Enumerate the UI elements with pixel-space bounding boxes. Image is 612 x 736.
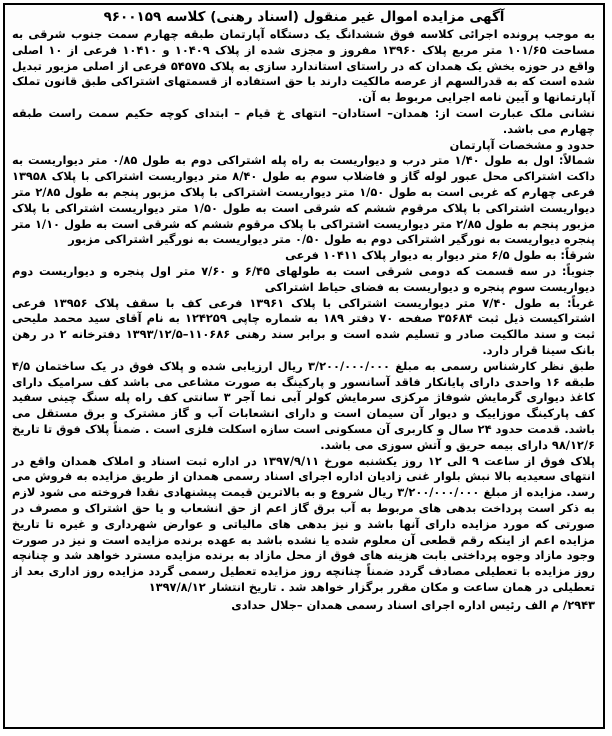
north-boundary: شمالاً: اول به طول ۱/۴۰ متر درب و دیواریست به راه پله اشتراکی دوم به طول ۰/۸۵ متر دیواریست به داکت اشتراکی محل عبور لوله گاز و فاضلاب سوم به طول ۸/۴۰ متر دیواریست اشتراکی با پلاک ۱۳۹۵۸ فرعی چهارم که غربی است به طول ۱/۵۰ متر دیواریست اشتراکی با پلاک مزبور پنجم به طول ۲/۸۵ متر دیواریست اشتراکی با پلاک مرقوم ششم که شرقی است به طول ۱/۵۰ متر دیواریست اشتراکی با پلاک مزبور پنجم به طول ۲/۸۵ متر دیواریست اشتراکی با پلاک مرقوم ششم که شرقی است به طول ۱/۱۰ متر پنجره دیواریست به نورگیر اشتراکی دوم به طول ۰/۵۰ متر دیواریست به نورگیر اشتراکی مزبور	[12, 153, 595, 247]
east-boundary: شرقاً: به طول ۶/۵ متر دیوار به دیوار پلاک ۱۰۴۱۱ فرعی	[285, 248, 595, 263]
notice-title: آگهی مزایده اموال غیر منقول (اسناد رهنی) کلاسه ۹۶۰۰۱۵۹	[103, 9, 505, 25]
auction-notice	[3, 3, 605, 729]
auction-paragraph: پلاک فوق از ساعت ۹ الی ۱۲ روز یکشنبه مورخ ۱۳۹۷/۹/۱۱ در اداره ثبت اسناد و املاک همدان واقع در انتهای سعیدیه بالا نبش بلوار غنی زادیان اداره اجرای اسناد رسمی همدان از طریق مزایده به فروش می رسد. مزایده از مبلغ ۳/۲۰۰/۰۰۰/۰۰۰ ریال شروع و به بالاترین قیمت پیشنهادی نقدا فروخته می شود لازم به ذکر است پرداخت بدهی های مربوط به آب برق گاز اعم از حق انشعاب و یا حق اشتراک و مصرف در صورتی که مورد مزایده دارای آنها باشد و نیز بدهی های مالیاتی و عوارض شهرداری و غیره تا تاریخ مزایده اعم از اینکه رقم قطعی آن معلوم شده یا نشده باشد به عهده برنده مزایده است و نیز در صورت وجود مازاد وجوه پرداختی بابت هزینه های فوق از محل مازاد به برنده مزایده مسترد خواهد شد و چنانچه روز مزایده با تعطیلی مصادف گردد ضمناً چنانچه روز مزایده تعطیل رسمی گردد مزایده روز اداری بعد از تعطیلی در همان ساعت و مکان مقرر برگزار خواهد شد . تاریخ انتشار ۱۳۹۷/۸/۱۲	[12, 453, 596, 594]
boundaries-heading: حدود و مشخصات آپارتمان	[449, 137, 595, 152]
notice-body	[5, 27, 603, 613]
address-paragraph: نشانی ملک عبارت است از: همدان– استادان– انتهای خ قیام – ابتدای کوچه حکیم سمت راست طبقه چهارم می باشد.	[12, 105, 595, 136]
south-boundary: جنوباً: در سه قسمت که دومی شرقی است به طولهای ۶/۴۵ و ۷/۶۰ متر اول پنجره و دیواریست دوم دیواریست سوم پنجره و دیواریست به فضای حیاط اشتراکی	[12, 263, 596, 294]
west-boundary: غرباً: به طول ۷/۴۰ متر دیواریست اشتراکی با پلاک ۱۳۹۶۱ فرعی کف با سقف پلاک ۱۳۹۵۶ فرعی اشتراکیست ذیل ثبت ۳۵۶۸۴ صفحه ۷۰ دفتر ۱۸۹ به شماره چاپی ۱۲۴۲۵۹ به نام آقای سید محمد ملیحی ثبت و سند مالکیت صادر و تسلیم شده است و برابر سند رهنی ۱۱۰۶۸۶–۱۳۹۳/۱۲/۵ دفترخانه ۲ در رهن بانک سینا قرار دارد.	[12, 295, 595, 357]
notice-footer: ۲۹۴۳/ م الف رئیس اداره اجرای اسناد رسمی همدان –جلال حدادی	[231, 597, 595, 612]
intro-paragraph: به موجب پرونده اجرائی کلاسه فوق ششدانگ یک دستگاه آپارتمان طبقه چهارم سمت جنوب شرقی به مساحت ۱۰۱/۶۵ متر مربع پلاک ۱۳۹۶۰ مفروز و مجزی شده از پلاک ۱۰۴۰۹ و ۱۰۴۱۰ فرعی از ۱۰ اصلی واقع در حوزه بخش یک همدان که در راستای استاندارد سازی به پلاک ۵۴۵۷۵ فرعی از اصلی مزبور تبدیل شده است که به قدرالسهم از عرصه مالکیت دارند با حق استفاده از قسمتهای اشتراکی طبق قانون تملک آپارتمانها و آیین نامه اجرایی مربوط به آن.	[12, 27, 595, 105]
appraisal-paragraph: طبق نظر کارشناس رسمی به مبلغ ۳/۲۰۰/۰۰۰/۰۰۰ ریال ارزیابی شده و پلاک فوق در یک ساختمان ۴/۵ طبقه ۱۶ واحدی دارای پایانکار فاقد آسانسور و پارکینگ به صورت مشاعی می باشد کف سرامیک دارای کاغذ دیواری گرمایش شوفاژ مرکزی سرمایش کولر آبی نما آجر ۳ سانتی کف راه پله سنگ چینی سفید کف پارکینگ موزاییک و دیوار آن سیمان است و دارای انشعابات آب و گاز مشترک و برق مستقل می باشد. قدمت حدود ۲۴ سال و کاربری آن مسکونی است سازه اسکلت فلزی است . ضمناً پلاک فوق تا تاریخ ۹۸/۱۲/۶ دارای بیمه حریق و آتش سوزی می باشد.	[12, 358, 595, 452]
